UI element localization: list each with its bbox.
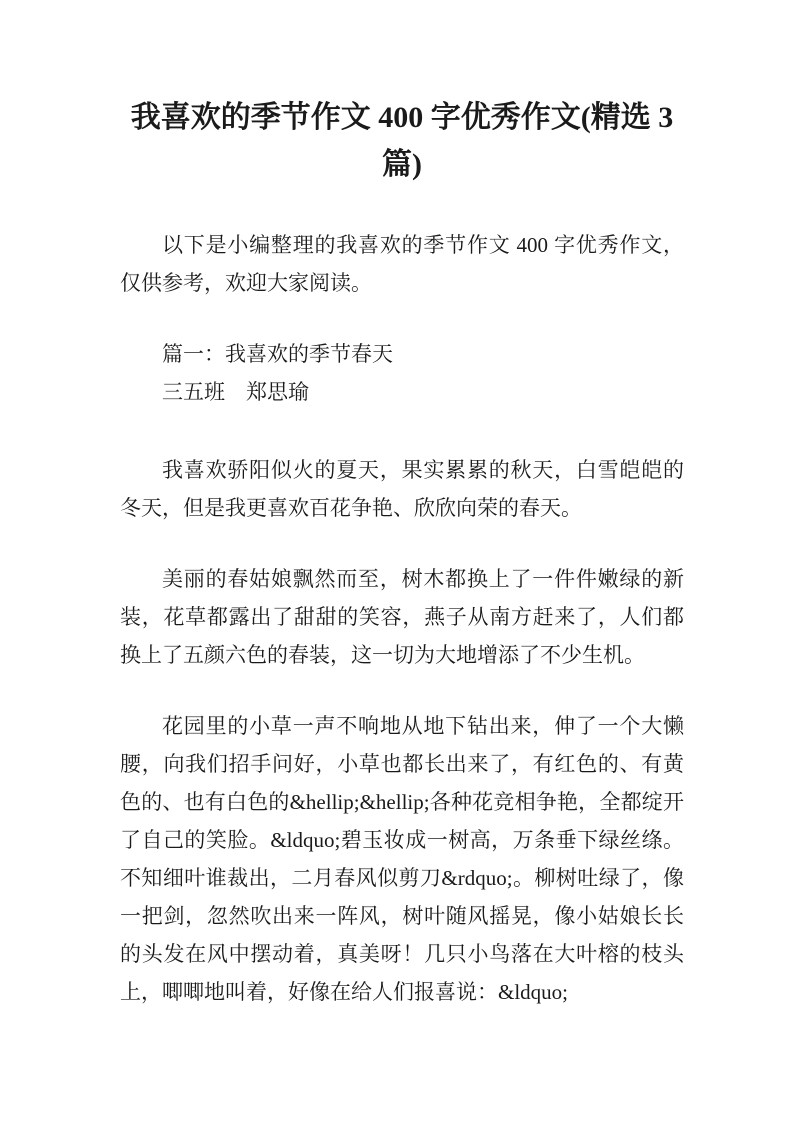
essay-1-paragraph-2: 美丽的春姑娘飘然而至，树木都换上了一件件嫩绿的新装，花草都露出了甜甜的笑容，燕子从南方赶来了，人们都换上了五颜六色的春装，这一切为大地增添了不少生机。 [120,567,684,667]
document-title: 我喜欢的季节作文 400 字优秀作文(精选 3 篇) [130,101,674,181]
essay-1-paragraph-3: 花园里的小草一声不响地从地下钻出来，伸了一个大懒腰，向我们招手问好，小草也都长出来了，有红色的、有黄色的、也有白色的&hellip;&hellip;各种花竞相争艳，全都绽开了自己的笑脸。&ldquo;碧玉妆成一树高，万条垂下绿丝绦。不知细叶谁裁出，二月春风似剪刀&rdquo;。柳树吐绿了，像一把剑，忽然吹出来一阵风，树叶随风摇晃，像小姑娘长长的头发在风中摆动着，真美呀！几只小鸟落在大叶榕的枝头上，唧唧地叫着，好像在给人们报喜说：&ldquo; [120,714,684,1004]
essay-1-author: 三五班 郑思瑜 [162,380,309,404]
document-body [120,226,684,1011]
intro-paragraph: 以下是小编整理的我喜欢的季节作文 400 字优秀作文，仅供参考，欢迎大家阅读。 [120,233,684,295]
essay-1-paragraph-1: 我喜欢骄阳似火的夏天，果实累累的秋天，白雪皑皑的冬天，但是我更喜欢百花争艳、欣欣向荣的春天。 [120,458,684,520]
essay-1-heading: 篇一：我喜欢的季节春天 [162,342,393,366]
